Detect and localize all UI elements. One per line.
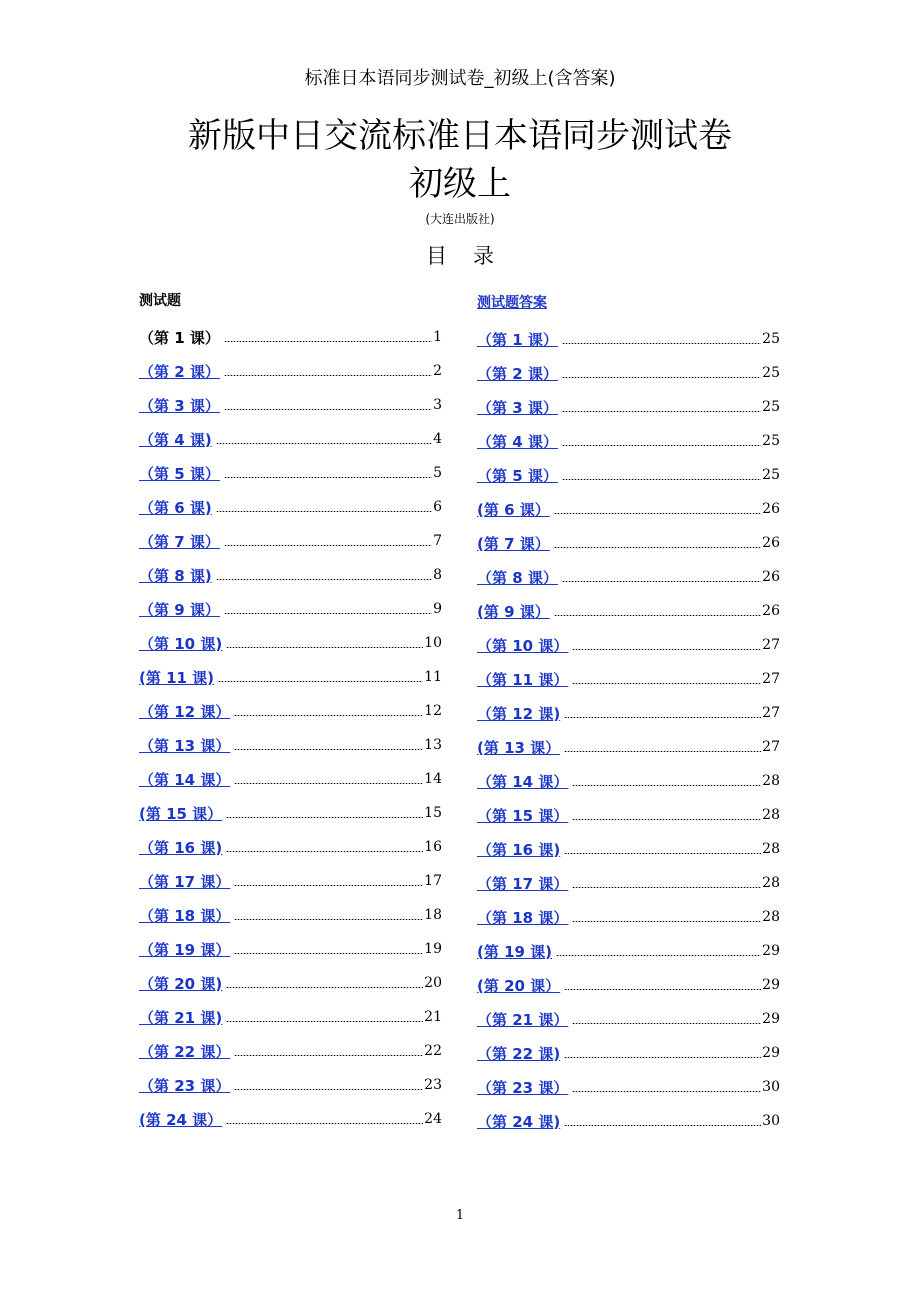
toc-entry-link[interactable]: （第 3 课）: [139, 396, 220, 415]
toc-dot-leader: [234, 953, 423, 954]
toc-right-column: [477, 322, 780, 1138]
toc-entry-page: 25: [762, 365, 780, 381]
toc-entry: [477, 1036, 780, 1070]
toc-dot-leader: [224, 613, 432, 614]
toc-entry-page: 28: [762, 909, 780, 925]
toc-entry-page: 28: [762, 875, 780, 891]
toc-entry: [139, 796, 442, 830]
toc-entry: [477, 424, 780, 458]
toc-entry-page: 20: [424, 975, 442, 991]
toc-entry-link[interactable]: （第 2 课）: [139, 362, 220, 381]
toc-entry-link[interactable]: （第 5 课）: [139, 464, 220, 483]
toc-dot-leader: [562, 445, 761, 446]
document-title: 新版中日交流标准日本语同步测试卷: [188, 116, 732, 156]
toc-entry-link: （第 1 课）: [139, 328, 220, 347]
toc-entry: [477, 526, 780, 560]
toc-entry-page: 29: [762, 1045, 780, 1061]
toc-dot-leader: [224, 409, 432, 410]
toc-dot-leader: [564, 751, 761, 752]
toc-entry-page: 15: [424, 805, 442, 821]
toc-dot-leader: [562, 479, 761, 480]
toc-entry-link[interactable]: （第 10 课): [139, 634, 223, 653]
toc-entry-link[interactable]: （第 19 课）: [139, 940, 231, 959]
toc-entry: [139, 1068, 442, 1102]
toc-entry-page: 29: [762, 1011, 780, 1027]
toc-dot-leader: [572, 1091, 761, 1092]
toc-entry-link[interactable]: （第 18 课）: [139, 906, 231, 925]
toc-entry-link[interactable]: （第 23 课）: [139, 1076, 231, 1095]
toc-entry: [477, 662, 780, 696]
toc-entry: [477, 1070, 780, 1104]
toc-entry-link[interactable]: （第 1 课）: [477, 330, 558, 349]
toc-left-column: [139, 320, 442, 1136]
toc-entry: [477, 458, 780, 492]
toc-entry: [139, 456, 442, 490]
toc-dot-leader: [234, 749, 423, 750]
toc-entry: [139, 592, 442, 626]
toc-dot-leader: [564, 1125, 761, 1126]
toc-entry: [139, 354, 442, 388]
toc-entry-link[interactable]: (第 9 课）: [477, 602, 550, 621]
toc-dot-leader: [216, 443, 432, 444]
toc-dot-leader: [234, 1089, 423, 1090]
toc-dot-leader: [226, 1123, 423, 1124]
toc-dot-leader: [234, 1055, 423, 1056]
toc-entry-link[interactable]: (第 19 课): [477, 942, 553, 961]
toc-entry: [477, 968, 780, 1002]
toc-entry: [477, 866, 780, 900]
toc-entry-link[interactable]: (第 6 课）: [477, 500, 550, 519]
toc-entry-link[interactable]: （第 13 课）: [139, 736, 231, 755]
toc-entry-page: 1: [433, 329, 442, 345]
toc-dot-leader: [572, 921, 761, 922]
toc-entry: [139, 320, 442, 354]
toc-entry: [477, 900, 780, 934]
toc-entry-page: 5: [433, 465, 442, 481]
toc-entry-link[interactable]: （第 18 课）: [477, 908, 569, 927]
toc-dot-leader: [556, 955, 761, 956]
toc-dot-leader: [564, 717, 761, 718]
toc-entry-page: 14: [424, 771, 442, 787]
toc-entry-page: 25: [762, 433, 780, 449]
toc-entry-link[interactable]: （第 14 课）: [139, 770, 231, 789]
toc-entry-link[interactable]: （第 23 课）: [477, 1078, 569, 1097]
toc-entry-page: 2: [433, 363, 442, 379]
toc-entry: [139, 898, 442, 932]
toc-entry-link[interactable]: （第 16 课): [139, 838, 223, 857]
toc-dot-leader: [234, 885, 423, 886]
toc-entry: [477, 322, 780, 356]
toc-entry: [139, 660, 442, 694]
toc-dot-leader: [554, 615, 761, 616]
page-number: 1: [455, 1208, 465, 1223]
toc-entry-link[interactable]: (第 7 课）: [477, 534, 550, 553]
toc-dot-leader: [572, 785, 761, 786]
toc-entry-link[interactable]: （第 8 课): [139, 566, 212, 585]
toc-entry-link[interactable]: （第 9 课）: [139, 600, 220, 619]
toc-entry-link[interactable]: (第 15 课）: [139, 804, 223, 823]
toc-entry-page: 25: [762, 331, 780, 347]
toc-entry-page: 21: [424, 1009, 442, 1025]
toc-entry-link[interactable]: （第 15 课）: [477, 806, 569, 825]
toc-entry: [139, 558, 442, 592]
toc-entry: [477, 730, 780, 764]
toc-entry-link[interactable]: （第 17 课）: [139, 872, 231, 891]
toc-dot-leader: [218, 681, 423, 682]
toc-entry: [139, 626, 442, 660]
toc-entry: [477, 934, 780, 968]
toc-entry-page: 29: [762, 977, 780, 993]
toc-dot-leader: [226, 987, 423, 988]
toc-entry-page: 26: [762, 535, 780, 551]
toc-entry-link[interactable]: (第 24 课）: [139, 1110, 223, 1129]
toc-entry-page: 28: [762, 841, 780, 857]
toc-entry: [139, 966, 442, 1000]
toc-entry: [139, 422, 442, 456]
toc-heading: 目录: [426, 244, 520, 268]
toc-entry-link[interactable]: （第 8 课）: [477, 568, 558, 587]
toc-dot-leader: [562, 581, 761, 582]
toc-entry-link[interactable]: （第 4 课): [139, 430, 212, 449]
toc-entry-page: 18: [424, 907, 442, 923]
toc-entry: [477, 1002, 780, 1036]
toc-entry-page: 29: [762, 943, 780, 959]
toc-dot-leader: [234, 715, 423, 716]
toc-entry-link[interactable]: （第 20 课): [139, 974, 223, 993]
toc-entry-page: 11: [424, 669, 442, 685]
toc-dot-leader: [562, 411, 761, 412]
toc-entry-page: 25: [762, 399, 780, 415]
toc-entry-page: 3: [433, 397, 442, 413]
toc-entry: [477, 798, 780, 832]
toc-dot-leader: [572, 1023, 761, 1024]
toc-entry-link[interactable]: （第 12 课）: [139, 702, 231, 721]
toc-dot-leader: [216, 579, 432, 580]
toc-entry-page: 7: [433, 533, 442, 549]
toc-entry-page: 17: [424, 873, 442, 889]
toc-entry-page: 10: [424, 635, 442, 651]
toc-entry-link[interactable]: （第 2 课）: [477, 364, 558, 383]
running-header: 标准日本语同步测试卷_初级上(含答案): [304, 68, 616, 89]
toc-dot-leader: [564, 989, 761, 990]
toc-entry-page: 28: [762, 773, 780, 789]
toc-entry: [477, 1104, 780, 1138]
toc-entry: [139, 490, 442, 524]
toc-entry: [139, 728, 442, 762]
toc-entry-link[interactable]: （第 4 课）: [477, 432, 558, 451]
toc-dot-leader: [234, 783, 423, 784]
toc-entry: [139, 1000, 442, 1034]
toc-entry-page: 28: [762, 807, 780, 823]
toc-dot-leader: [572, 887, 761, 888]
toc-dot-leader: [224, 341, 432, 342]
toc-entry-link[interactable]: （第 12 课): [477, 704, 561, 723]
toc-left-heading: 测试题: [139, 293, 181, 309]
toc-dot-leader: [554, 547, 761, 548]
toc-entry: [477, 764, 780, 798]
toc-entry: [139, 524, 442, 558]
toc-entry-page: 9: [433, 601, 442, 617]
toc-right-heading-link[interactable]: 测试题答案: [477, 295, 547, 311]
toc-dot-leader: [572, 819, 761, 820]
toc-entry-page: 22: [424, 1043, 442, 1059]
toc-entry-page: 4: [433, 431, 442, 447]
toc-entry: [477, 696, 780, 730]
toc-entry-page: 26: [762, 569, 780, 585]
toc-entry-link[interactable]: （第 17 课）: [477, 874, 569, 893]
toc-dot-leader: [226, 1021, 423, 1022]
toc-dot-leader: [562, 343, 761, 344]
toc-entry-page: 24: [424, 1111, 442, 1127]
toc-entry-link[interactable]: （第 22 课）: [139, 1042, 231, 1061]
toc-entry-link[interactable]: （第 7 课）: [139, 532, 220, 551]
toc-entry-link[interactable]: (第 20 课）: [477, 976, 561, 995]
toc-entry: [477, 628, 780, 662]
toc-dot-leader: [572, 649, 761, 650]
toc-entry: [139, 694, 442, 728]
toc-entry-page: 6: [433, 499, 442, 515]
toc-entry: [477, 832, 780, 866]
toc-dot-leader: [224, 477, 432, 478]
toc-entry: [477, 492, 780, 526]
toc-entry-link[interactable]: （第 24 课): [477, 1112, 561, 1131]
toc-entry-page: 26: [762, 501, 780, 517]
toc-entry-page: 30: [762, 1113, 780, 1129]
toc-entry: [139, 864, 442, 898]
toc-dot-leader: [226, 851, 423, 852]
toc-dot-leader: [234, 919, 423, 920]
toc-entry: [477, 560, 780, 594]
toc-dot-leader: [226, 817, 423, 818]
toc-entry: [139, 1102, 442, 1136]
toc-entry-page: 27: [762, 739, 780, 755]
toc-entry: [139, 932, 442, 966]
toc-dot-leader: [572, 683, 761, 684]
toc-dot-leader: [226, 647, 423, 648]
toc-entry-link[interactable]: （第 16 课): [477, 840, 561, 859]
toc-entry-link[interactable]: (第 11 课): [139, 668, 215, 687]
toc-entry-page: 25: [762, 467, 780, 483]
toc-entry-link[interactable]: （第 6 课): [139, 498, 212, 517]
toc-dot-leader: [224, 375, 432, 376]
toc-entry-link[interactable]: （第 11 课）: [477, 670, 569, 689]
toc-entry-page: 13: [424, 737, 442, 753]
toc-dot-leader: [564, 853, 761, 854]
toc-entry-page: 30: [762, 1079, 780, 1095]
toc-entry-link[interactable]: (第 13 课）: [477, 738, 561, 757]
toc-entry-page: 19: [424, 941, 442, 957]
toc-entry: [477, 594, 780, 628]
toc-entry-page: 8: [433, 567, 442, 583]
toc-entry-page: 23: [424, 1077, 442, 1093]
toc-entry-page: 26: [762, 603, 780, 619]
toc-entry-link[interactable]: （第 14 课）: [477, 772, 569, 791]
toc-entry: [139, 388, 442, 422]
toc-entry: [139, 830, 442, 864]
toc-entry-link[interactable]: （第 21 课）: [477, 1010, 569, 1029]
toc-entry-page: 12: [424, 703, 442, 719]
toc-dot-leader: [562, 377, 761, 378]
toc-dot-leader: [564, 1057, 761, 1058]
document-subtitle: 初级上: [409, 164, 511, 204]
toc-entry-page: 27: [762, 705, 780, 721]
toc-entry-link[interactable]: （第 10 课）: [477, 636, 569, 655]
toc-entry-link[interactable]: （第 3 课）: [477, 398, 558, 417]
toc-dot-leader: [554, 513, 761, 514]
toc-entry-link[interactable]: （第 21 课): [139, 1008, 223, 1027]
toc-entry-page: 27: [762, 637, 780, 653]
toc-entry-page: 27: [762, 671, 780, 687]
toc-entry: [477, 356, 780, 390]
toc-entry: [477, 390, 780, 424]
toc-entry-page: 16: [424, 839, 442, 855]
toc-dot-leader: [216, 511, 432, 512]
toc-entry-link[interactable]: （第 22 课): [477, 1044, 561, 1063]
toc-dot-leader: [224, 545, 432, 546]
toc-entry: [139, 762, 442, 796]
toc-entry-link[interactable]: （第 5 课）: [477, 466, 558, 485]
toc-entry: [139, 1034, 442, 1068]
publisher-note: (大连出版社): [425, 212, 495, 226]
